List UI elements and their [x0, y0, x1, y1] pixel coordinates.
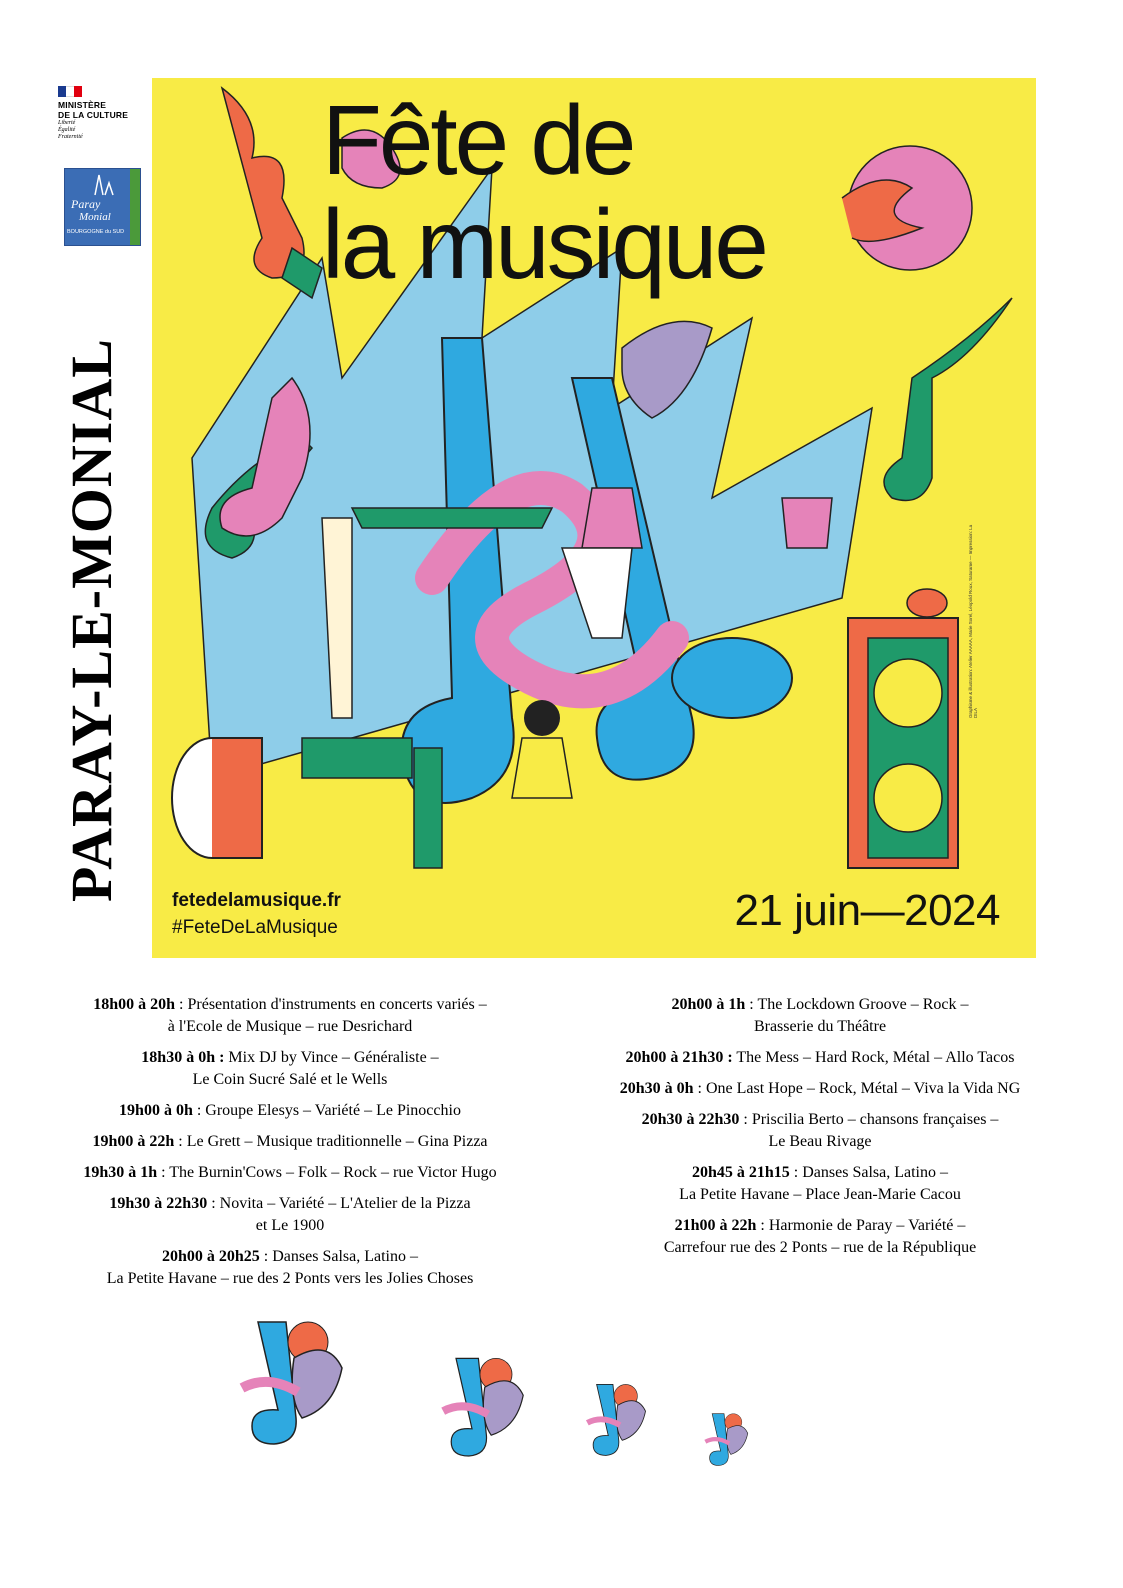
schedule-venue: Le Coin Sucré Salé et le Wells	[192, 1071, 388, 1088]
town-logo-line3: BOURGOGNE du SUD	[67, 229, 125, 235]
schedule-venue: à l'Ecole de Musique – rue Desrichard	[167, 1018, 413, 1035]
schedule-entry	[30, 994, 550, 1038]
music-note-bird-icon	[238, 1318, 348, 1450]
schedule-venue: et Le 1900	[255, 1217, 325, 1234]
poster-credit: Graphisme & illustration: Atelier AAAAA, Marie Sorel, Léopold Roux, Saturame — Impression: La DILA	[968, 524, 978, 718]
schedule-entry	[560, 1047, 1080, 1069]
schedule-description: Danses Salsa, Latino –	[272, 1248, 418, 1265]
poster-date: 21 juin—2024	[734, 886, 1000, 935]
schedule-entry	[560, 1162, 1080, 1206]
schedule-description: The Mess – Hard Rock, Métal – Allo Tacos	[736, 1049, 1015, 1066]
schedule-time: 20h00 à 1h	[671, 996, 746, 1013]
schedule-time: 20h30 à 0h	[619, 1080, 694, 1097]
schedule-left-column	[30, 994, 550, 1299]
town-skyline-icon	[65, 169, 130, 199]
schedule-time: 20h00 à 20h25	[162, 1248, 260, 1265]
schedule-separator: :	[693, 1080, 706, 1097]
schedule-venue: Carrefour rue des 2 Ponts – rue de la République	[663, 1239, 977, 1256]
schedule-time: 20h30 à 22h30	[641, 1111, 740, 1128]
paray-le-monial-logo	[64, 168, 141, 246]
schedule-entry	[30, 1193, 550, 1237]
music-note-bird-icon	[703, 1412, 751, 1468]
schedule-description: One Last Hope – Rock, Métal – Viva la Vida NG	[705, 1080, 1021, 1097]
schedule-entry	[560, 1215, 1080, 1259]
motto-liberte: Liberté	[58, 120, 76, 126]
schedule-entry	[30, 1100, 550, 1122]
schedule-venue: La Petite Havane – Place Jean-Marie Cacou	[679, 1186, 961, 1203]
music-note-bird-icon	[585, 1382, 649, 1459]
schedule-time: 20h00 à 21h30 :	[625, 1049, 733, 1066]
schedule-separator: :	[192, 1102, 206, 1119]
french-flag-icon	[58, 86, 82, 97]
ministry-name-line1: MINISTÈRE	[58, 100, 107, 110]
schedule-description: Novita – Variété – L'Atelier de la Pizza	[219, 1195, 471, 1212]
schedule-time: 19h30 à 22h30	[109, 1195, 208, 1212]
town-name-vertical: PARAY-LE-MONIAL	[59, 338, 124, 902]
schedule-separator: :	[259, 1248, 273, 1265]
ministry-of-culture-logo	[58, 86, 153, 141]
schedule-time: 19h00 à 0h	[119, 1102, 193, 1119]
schedule-entry	[560, 994, 1080, 1038]
motto-egalite: Égalité	[58, 127, 76, 133]
schedule-entry	[30, 1246, 550, 1290]
schedule-separator: :	[756, 1217, 769, 1234]
schedule-entry	[560, 1109, 1080, 1153]
schedule-time: 21h00 à 22h	[674, 1217, 757, 1234]
schedule-description: Groupe Elesys – Variété – Le Pinocchio	[205, 1102, 461, 1119]
poster-hashtag: #FeteDeLaMusique	[172, 917, 338, 938]
ministry-name-line2: DE LA CULTURE	[58, 110, 129, 120]
schedule-time: 18h00 à 20h	[93, 996, 176, 1013]
schedule-separator: :	[157, 1164, 170, 1181]
schedule-entry	[30, 1131, 550, 1153]
poster-website: fetedelamusique.fr	[172, 890, 341, 911]
schedule-description: The Lockdown Groove – Rock –	[757, 996, 969, 1013]
schedule-description: Le Grett – Musique traditionnelle – Gina Pizza	[186, 1133, 488, 1150]
poster-title	[322, 85, 766, 299]
schedule-separator: :	[745, 996, 758, 1013]
motto-fraternite: Fraternité	[58, 134, 83, 140]
town-logo-line2: Monial	[79, 211, 111, 223]
schedule-time: 19h00 à 22h	[92, 1133, 175, 1150]
schedule-time: 18h30 à 0h :	[141, 1049, 225, 1066]
schedule-separator: :	[207, 1195, 220, 1212]
schedule-separator: :	[789, 1164, 803, 1181]
schedule-venue: Brasserie du Théâtre	[753, 1018, 887, 1035]
schedule-separator: :	[174, 1133, 187, 1150]
schedule-venue: Le Beau Rivage	[768, 1133, 872, 1150]
schedule-time: 19h30 à 1h	[83, 1164, 158, 1181]
poster-title-line1: Fête de	[322, 85, 634, 195]
music-note-bird-icon	[440, 1355, 528, 1461]
town-logo-line1: Paray	[71, 197, 101, 211]
schedule-description: Harmonie de Paray – Variété –	[768, 1217, 966, 1234]
festival-poster	[152, 78, 1036, 958]
schedule-entry	[560, 1078, 1080, 1100]
schedule-description: Priscilia Berto – chansons françaises –	[751, 1111, 999, 1128]
schedule-description: Danses Salsa, Latino –	[802, 1164, 948, 1181]
schedule-entry	[30, 1047, 550, 1091]
schedule-description: The Burnin'Cows – Folk – Rock – rue Victor Hugo	[169, 1164, 497, 1181]
schedule-description: Mix DJ by Vince – Généraliste –	[228, 1049, 439, 1066]
schedule-time: 20h45 à 21h15	[692, 1164, 790, 1181]
schedule-separator: :	[175, 996, 188, 1013]
schedule-entry	[30, 1162, 550, 1184]
schedule-venue: La Petite Havane – rue des 2 Ponts vers les Jolies Choses	[106, 1270, 474, 1287]
schedule-right-column	[560, 994, 1080, 1268]
schedule-separator: :	[739, 1111, 752, 1128]
poster-title-line2: la musique	[322, 189, 766, 299]
schedule-description: Présentation d'instruments en concerts variés –	[187, 996, 487, 1013]
